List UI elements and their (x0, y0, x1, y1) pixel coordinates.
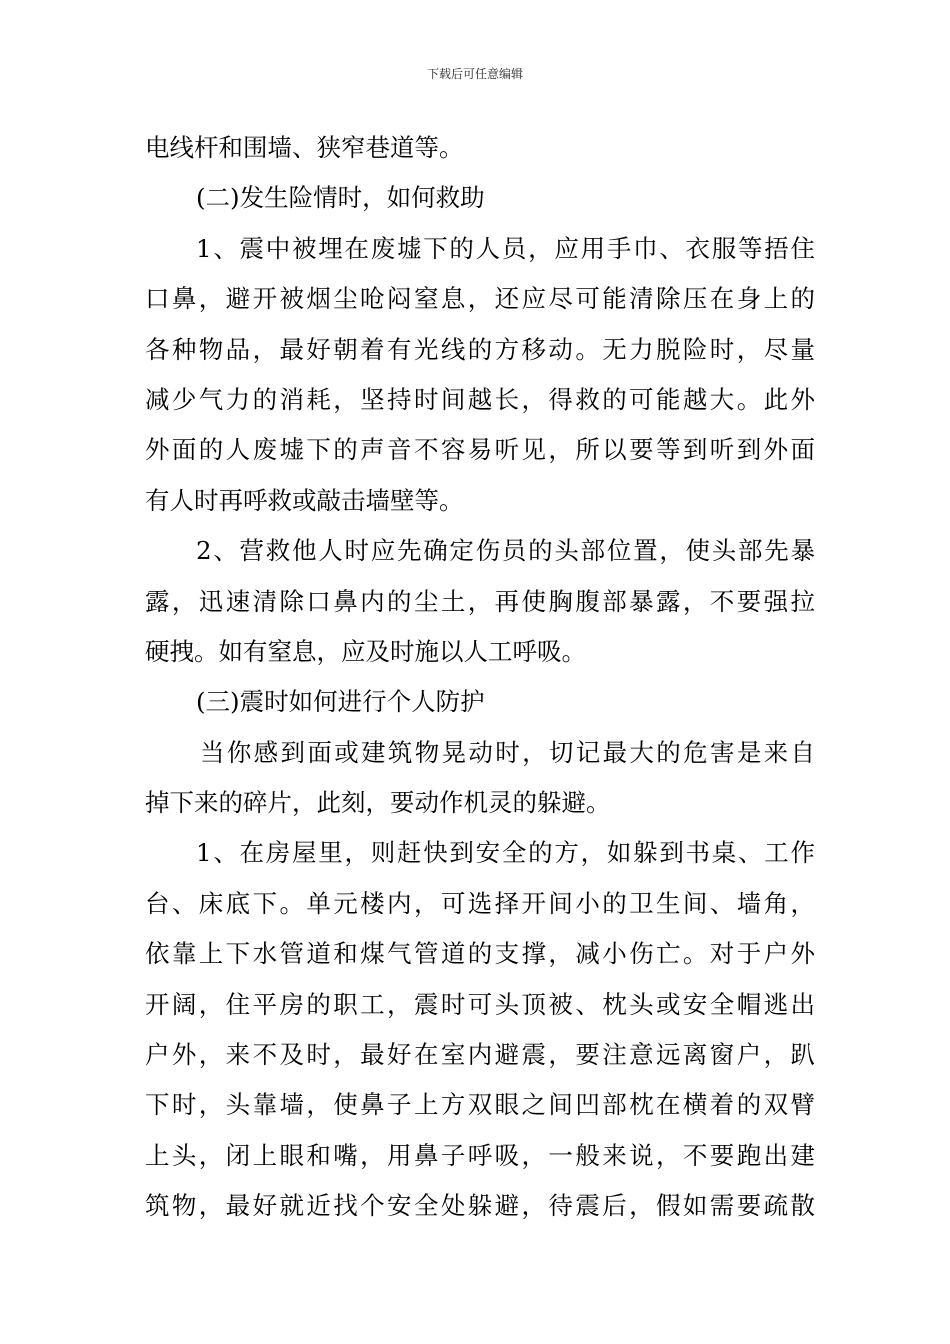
paragraph-start-line: 2、营救他人时应先确定伤员的头部位置，使头部先暴 (196, 536, 815, 566)
text-line: 依靠上下水管道和煤气管道的支撑，减小伤亡。对于户外 (145, 939, 815, 969)
document-body (145, 128, 815, 1237)
paragraph-start-line: 1、在房屋里，则赶快到安全的方，如躲到书桌、工作 (196, 838, 815, 868)
text-line: 外面的人废墟下的声音不容易听见，所以要等到听到外面 (145, 435, 815, 465)
text-line: 露，迅速清除口鼻内的尘土，再使胸腹部暴露，不要强拉 (145, 586, 815, 616)
page-header: 下载后可任意编辑 (426, 67, 523, 81)
paragraph-start-line: 当你感到面或建筑物晃动时，切记最大的危害是来自 (200, 737, 815, 767)
section-heading: (二)发生险情时，如何救助 (196, 183, 485, 213)
paragraph-start-line: 1、震中被埋在废墟下的人员，应用手巾、衣服等捂住 (196, 233, 815, 263)
text-line: 电线杆和围墙、狭窄巷道等。 (145, 133, 464, 162)
text-line: 上头，闭上眼和嘴，用鼻子呼吸，一般来说，不要跑出建 (145, 1140, 815, 1170)
text-line: 减少气力的消耗，坚持时间越长，得救的可能越大。此外 (145, 384, 815, 414)
text-line: 掉下来的碎片，此刻，要动作机灵的躲避。 (145, 788, 611, 818)
text-line: 各种物品，最好朝着有光线的方移动。无力脱险时，尽量 (145, 334, 815, 364)
section-heading: (三)震时如何进行个人防护 (196, 687, 485, 717)
text-line: 有人时再呼救或敲击墙壁等。 (145, 485, 464, 515)
text-line: 口鼻，避开被烟尘呛闷窒息，还应尽可能清除压在身上的 (145, 284, 815, 314)
text-line: 筑物，最好就近找个安全处躲避，待震后，假如需要疏散 (145, 1191, 815, 1221)
text-line: 户外，来不及时，最好在室内避震，要注意远离窗户，趴 (145, 1040, 815, 1070)
text-line: 开阔，住平房的职工，震时可头顶被、枕头或安全帽逃出 (145, 989, 815, 1019)
text-line: 下时，头靠墙，使鼻子上方双眼之间凹部枕在横着的双臂 (145, 1090, 815, 1120)
text-line: 台、床底下。单元楼内，可选择开间小的卫生间、墙角， (145, 888, 815, 918)
text-line: 硬拽。如有窒息，应及时施以人工呼吸。 (145, 636, 586, 666)
